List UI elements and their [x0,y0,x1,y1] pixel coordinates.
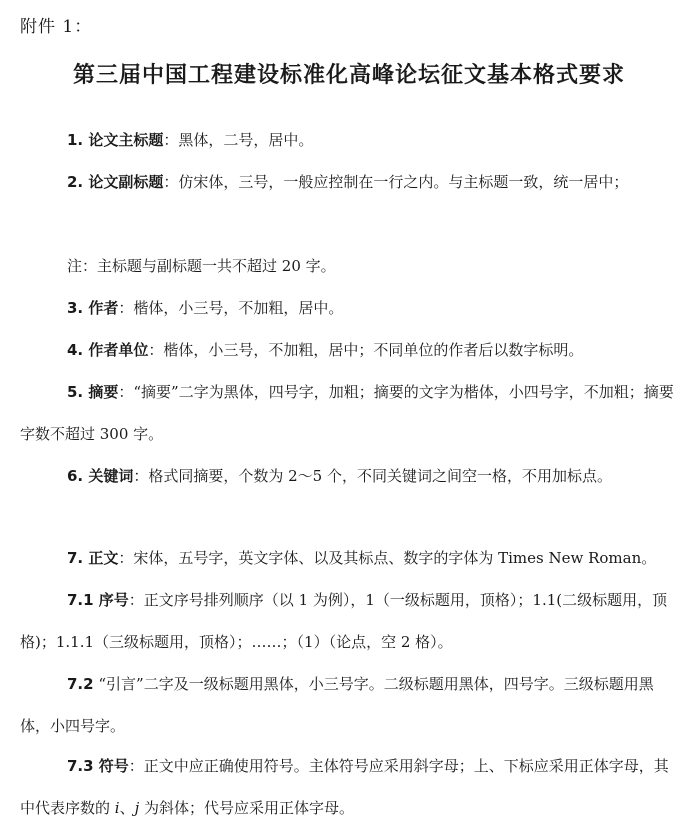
item-5-text: ：“摘要”二字为黑体，四号字，加粗；摘要的文字为楷体，小四号字，不加粗；摘要字数不超过 300 字。 [20,383,674,443]
item-7-1 [20,580,680,663]
item-6-text: ：格式同摘要，个数为 2～5 个，不同关键词之间空一格，不用加标点。 [133,467,612,485]
item-2 [20,162,680,204]
item-1-text: ：黑体，二号，居中。 [163,131,314,149]
item-7-2-text: “引言”二字及一级标题用黑体，小三号字。二级标题用黑体，四号字。三级标题用黑体，小四号字。 [20,675,654,735]
item-3-label: 3. 作者 [67,299,119,317]
item-3-text: ：楷体，小三号，不加粗，居中。 [118,299,344,317]
attachment-label: 附件 1： [20,17,93,37]
item-7 [20,538,680,580]
item-4-label: 4. 作者单位 [67,341,149,359]
item-1-label: 1. 论文主标题 [67,131,164,149]
item-6-label: 6. 关键词 [67,467,134,485]
item-7-3-label: 7.3 符号 [67,757,129,775]
item-2-label: 2. 论文副标题 [67,173,164,191]
item-7-3-text-a: ：正文中应正确使用符号。主体符号应采用斜字母；上、下标应采用正体字母，其中代表序数的 [20,757,669,817]
item-4 [20,330,680,372]
item-7-2-label: 7.2 [67,675,94,693]
item-7-label: 7. 正文 [67,549,119,567]
item-3 [20,288,680,330]
var-j: j [134,798,140,817]
item-5 [20,372,680,455]
item-7-2 [20,664,680,747]
item-7-text: ：宋体，五号字，英文字体、以及其标点、数字的字体为 Times New Roman。 [118,549,657,567]
item-7-1-label: 7.1 序号 [67,591,129,609]
item-6 [20,456,680,498]
note [20,246,680,288]
item-7-3-sep: 、 [119,798,135,817]
item-1 [20,120,680,162]
var-i: i [114,798,120,817]
item-2-text: ：仿宋体，三号，一般应控制在一行之内。与主标题一致，统一居中； [163,173,629,191]
item-4-text: ：楷体，小三号，不加粗，居中；不同单位的作者后以数字标明。 [148,341,584,359]
item-7-1-text: ：正文序号排列顺序（以 1 为例），1（一级标题用，顶格）；1.1(二级标题用，顶格)；1.1.1（三级标题用，顶格）；……；（1）（论点，空 2 格）。 [20,591,668,651]
document-title: 第三届中国工程建设标准化高峰论坛征文基本格式要求 [72,63,625,88]
item-7-3 [20,746,680,829]
note-text: 注：主标题与副标题一共不超过 20 字。 [67,257,336,275]
item-5-label: 5. 摘要 [67,383,119,401]
item-7-3-text-b: 为斜体；代号应采用正体字母。 [139,798,355,817]
